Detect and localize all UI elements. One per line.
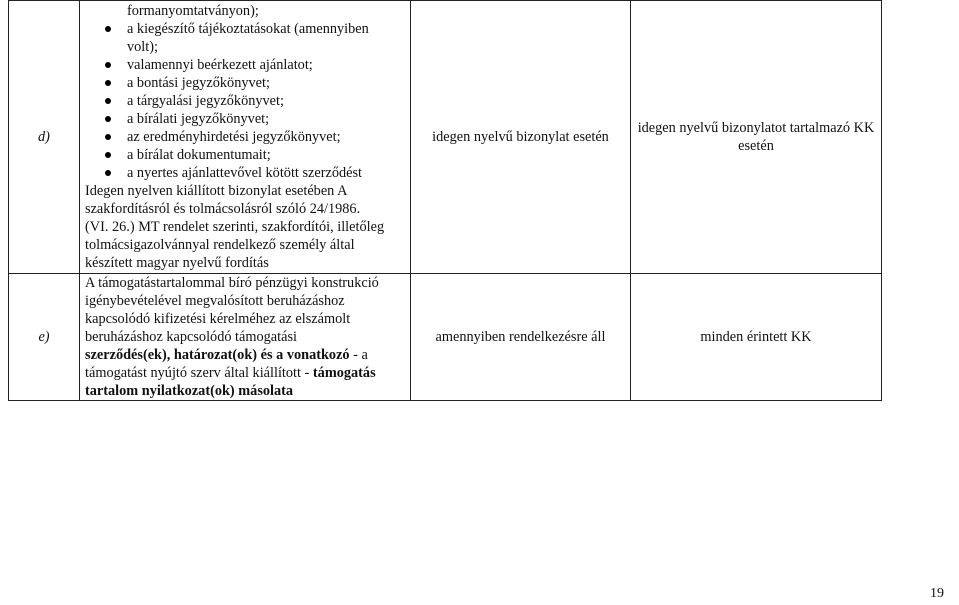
list-item: valamennyi beérkezett ajánlatot; (85, 56, 405, 74)
bullet-icon (105, 98, 111, 104)
row-condition-d: idegen nyelvű bizonylat esetén (411, 1, 631, 274)
list-item: az eredményhirdetési jegyzőkönyvet; (85, 128, 405, 146)
list-item: a bontási jegyzőkönyvet; (85, 74, 405, 92)
list-item: a kiegészítő tájékoztatásokat (amennyiben (85, 20, 405, 38)
table-row-e (9, 274, 882, 401)
row-scope-e: minden érintett KK (631, 274, 882, 401)
bullet-icon (105, 152, 111, 158)
bullet-icon (105, 80, 111, 86)
bullet-icon (105, 62, 111, 68)
list-item: a bírálati jegyzőkönyvet; (85, 110, 405, 128)
bullet-icon (105, 134, 111, 140)
bullet-icon (105, 116, 111, 122)
row-condition-e: amennyiben rendelkezésre áll (411, 274, 631, 401)
bullet-icon (105, 26, 111, 32)
row-description-e: A támogatástartalommal bíró pénzügyi konstrukció igénybevételével megvalósított beruházáshoz kapcsolódó kifizetési kérelméhez az elszámolt beruházáshoz kapcsolódó támogatási szerződés(ek), határozat(ok) és a vonatkozó - a támogatást nyújtó szerv által kiállított - támogatás tartalom nyilatkozat(ok) másolata (80, 274, 411, 401)
document-table (8, 0, 882, 401)
list-item: formanyomtatványon); (127, 3, 259, 19)
bullet-icon (105, 170, 111, 176)
list-item: a tárgyalási jegyzőkönyvet; (85, 92, 405, 110)
row-description-d (80, 1, 411, 274)
row-label-d: d) (9, 1, 80, 274)
row-label-e: e) (9, 274, 80, 401)
translation-requirement-text: Idegen nyelven kiállított bizonylat esetében A szakfordításról és tolmácsolásról szóló 24/1986. (VI. 26.) MT rendelet szerinti, szakfordítói, illetőleg tolmácsigazolvánnyal rendelkező személy által készített magyar nyelvű fordítás (85, 183, 385, 271)
list-item: a nyertes ajánlattevővel kötött szerződést (85, 164, 405, 182)
document-list (85, 2, 405, 182)
list-item: volt); (127, 39, 158, 55)
page-number: 19 (930, 586, 944, 601)
row-scope-d: idegen nyelvű bizonylatot tartalmazó KK esetén (631, 1, 882, 274)
table-row-d (9, 1, 882, 274)
list-item: a bírálat dokumentumait; (85, 146, 405, 164)
